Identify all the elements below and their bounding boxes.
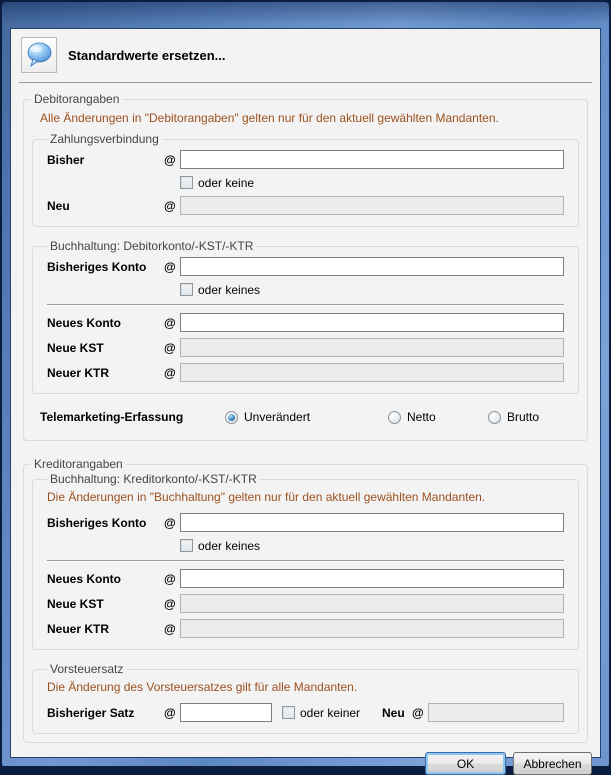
kreditor-neue-kst-input [180, 594, 564, 613]
dialog-panel [10, 28, 601, 771]
group-buchhaltung-kreditor [32, 472, 579, 650]
radio-icon[interactable] [488, 411, 501, 424]
at-symbol: @ [164, 571, 176, 586]
telemarketing-row [40, 404, 571, 430]
group-buchhaltung-debitor-legend: Buchhaltung: Debitorkonto/-KST/-KTR [50, 239, 254, 253]
section-separator [47, 560, 564, 562]
bisheriger-satz-input[interactable] [180, 703, 272, 722]
at-symbol: @ [164, 705, 176, 720]
at-symbol: @ [412, 705, 424, 720]
neues-konto-label: Neues Konto [47, 571, 122, 586]
radio-icon[interactable] [225, 411, 238, 424]
kreditor-neues-konto-input[interactable] [180, 569, 564, 588]
neuer-ktr-label: Neuer KTR [47, 365, 110, 380]
neu-label: Neu [47, 198, 70, 213]
group-vorsteuersatz [32, 662, 579, 734]
radio-unveraendert[interactable]: Unverändert [225, 410, 388, 424]
at-symbol: @ [164, 596, 176, 611]
at-symbol: @ [164, 515, 176, 530]
radio-icon[interactable] [388, 411, 401, 424]
kreditor-oder-keines-checkbox[interactable] [180, 539, 193, 552]
neuer-ktr-label: Neuer KTR [47, 621, 110, 636]
at-symbol: @ [164, 340, 176, 355]
oder-keine-label: oder keine [198, 175, 255, 190]
group-buchhaltung-kreditor-legend: Buchhaltung: Kreditorkonto/-KST/-KTR [50, 472, 257, 486]
section-separator [47, 304, 564, 306]
dialog-header [17, 33, 594, 77]
bisheriges-konto-label: Bisheriges Konto [47, 515, 147, 530]
kreditor-warning-text: Die Änderungen in "Buchhaltung" gelten nur für den aktuell gewählten Mandanten. [47, 490, 486, 504]
group-debitorangaben-legend: Debitorangaben [34, 92, 120, 106]
group-kreditorangaben [23, 457, 588, 743]
oder-keines-checkbox[interactable] [180, 283, 193, 296]
bisheriges-konto-input[interactable] [180, 257, 564, 276]
group-zahlungsverbindung [32, 132, 579, 227]
group-debitorangaben [23, 92, 588, 441]
oder-keines-label: oder keines [198, 538, 261, 553]
neues-konto-label: Neues Konto [47, 315, 122, 330]
neuer-ktr-input [180, 363, 564, 382]
oder-keiner-label: oder keiner [300, 705, 361, 720]
neue-kst-input [180, 338, 564, 357]
group-zahlungsverbindung-legend: Zahlungsverbindung [50, 132, 159, 146]
at-symbol: @ [164, 259, 176, 274]
neu-input [180, 196, 564, 215]
debitor-warning-text: Alle Änderungen in "Debitorangaben" gelten nur für den aktuell gewählten Mandanten. [40, 111, 499, 125]
vst-neu-input [428, 703, 564, 722]
radio-netto[interactable]: Netto [388, 410, 488, 424]
cancel-button[interactable]: Abbrechen [513, 752, 592, 775]
oder-keiner-checkbox[interactable] [282, 706, 295, 719]
speech-bubble-icon [24, 40, 54, 70]
neue-kst-label: Neue KST [47, 340, 104, 355]
bisher-label: Bisher [47, 152, 85, 167]
header-separator [19, 82, 592, 83]
app-icon-box [21, 37, 57, 73]
button-row [17, 752, 592, 775]
at-symbol: @ [164, 315, 176, 330]
vorsteuersatz-warning-text: Die Änderung des Vorsteuersatzes gilt für alle Mandanten. [47, 680, 358, 694]
at-symbol: @ [164, 621, 176, 636]
at-symbol: @ [164, 152, 176, 167]
vst-neu-label: Neu [382, 705, 405, 720]
ok-button[interactable]: OK [425, 752, 506, 775]
at-symbol: @ [164, 198, 176, 213]
oder-keines-label: oder keines [198, 282, 261, 297]
oder-keine-checkbox[interactable] [180, 176, 193, 189]
page-title: Standardwerte ersetzen... [68, 47, 226, 63]
group-vorsteuersatz-legend: Vorsteuersatz [50, 662, 124, 676]
telemarketing-label: Telemarketing-Erfassung [40, 410, 184, 424]
neues-konto-input[interactable] [180, 313, 564, 332]
at-symbol: @ [164, 365, 176, 380]
neue-kst-label: Neue KST [47, 596, 104, 611]
group-buchhaltung-debitor [32, 239, 579, 394]
kreditor-bisheriges-konto-input[interactable] [180, 513, 564, 532]
radio-brutto[interactable]: Brutto [488, 410, 539, 424]
bisheriger-satz-label: Bisheriger Satz [47, 705, 135, 720]
bisher-input[interactable] [180, 150, 564, 169]
kreditor-neuer-ktr-input [180, 619, 564, 638]
bisheriges-konto-label: Bisheriges Konto [47, 259, 147, 274]
group-kreditorangaben-legend: Kreditorangaben [34, 457, 123, 471]
